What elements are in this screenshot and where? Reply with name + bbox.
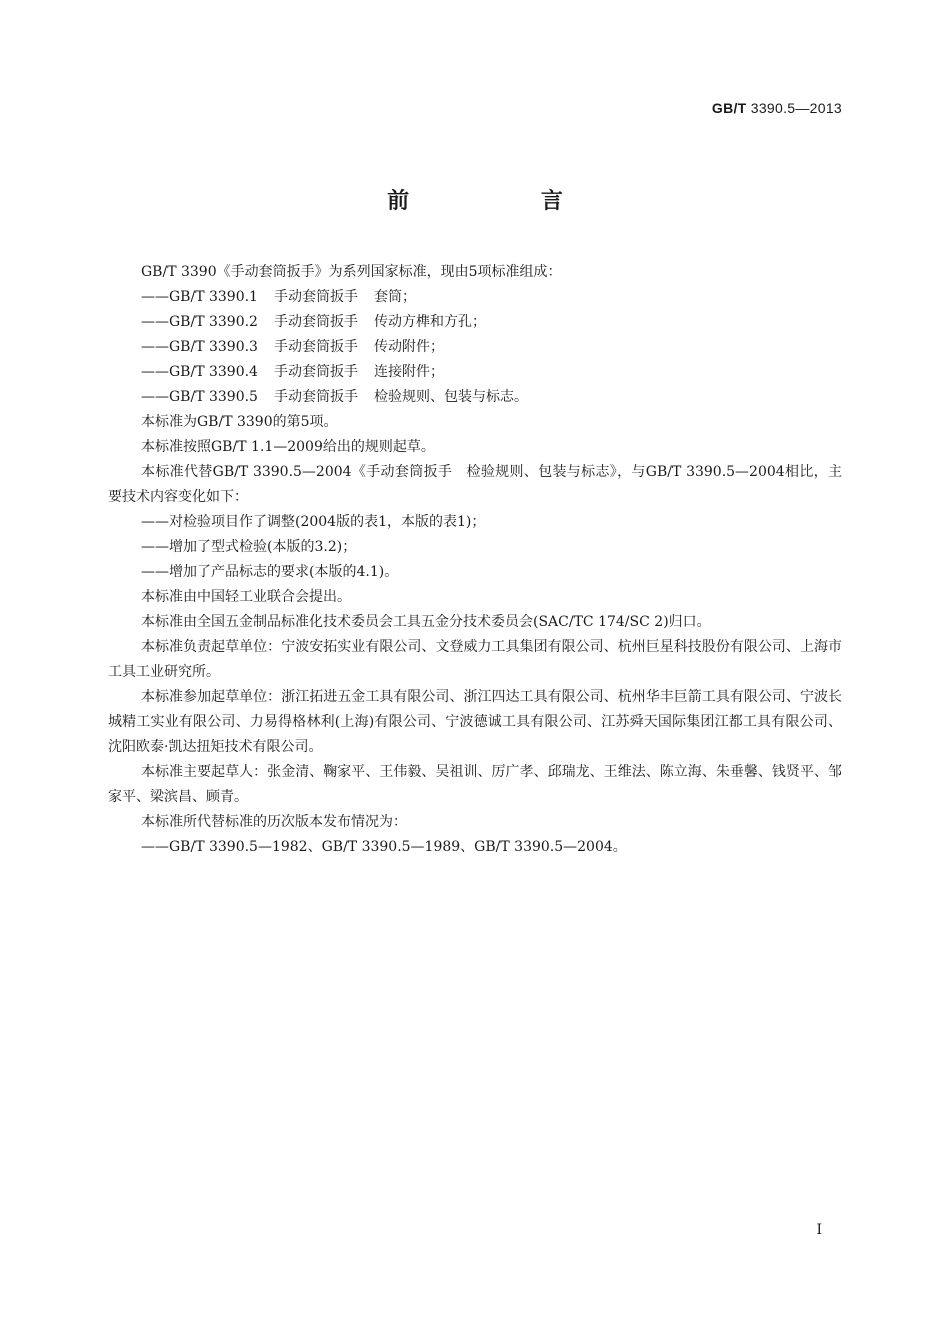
list-item-part1 bbox=[108, 285, 842, 310]
paragraph-participating-units: 本标准参加起草单位：浙江拓进五金工具有限公司、浙江四达工具有限公司、杭州华丰巨箭工具有限公司、宁波长城精工实业有限公司、力易得格林利(上海)有限公司、宁波德诚工具有限公司、江苏舜天国际集团江都工具有限公司、沈阳欧泰·凯达扭矩技术有限公司。 bbox=[108, 689, 842, 755]
list-item-part4 bbox=[108, 360, 842, 385]
standard-code-header bbox=[712, 100, 842, 116]
list-item-part3 bbox=[108, 335, 842, 360]
list-item-change2: ——增加了型式检验(本版的3.2)； bbox=[141, 539, 357, 555]
part-code: ——GB/T 3390.2 bbox=[141, 314, 258, 330]
paragraph-history-intro: 本标准所代替标准的历次版本发布情况为： bbox=[141, 814, 407, 830]
list-item-change3: ——增加了产品标志的要求(本版的4.1)。 bbox=[141, 564, 399, 580]
list-item-history: ——GB/T 3390.5—1982、GB/T 3390.5—1989、GB/T 3390.5—2004。 bbox=[141, 839, 627, 855]
foreword-body bbox=[108, 260, 842, 860]
part-subtitle: 套筒； bbox=[373, 289, 416, 305]
list-item-part5 bbox=[108, 385, 842, 410]
part-title: 手动套筒扳手 bbox=[273, 339, 358, 355]
part-subtitle: 检验规则、包装与标志。 bbox=[373, 389, 528, 405]
part-code: ——GB/T 3390.1 bbox=[141, 289, 258, 305]
part-title: 手动套筒扳手 bbox=[273, 314, 358, 330]
part-code: ——GB/T 3390.5 bbox=[141, 389, 258, 405]
paragraph-centralized: 本标准由全国五金制品标准化技术委员会工具五金分技术委员会(SAC/TC 174/SC 2)归口。 bbox=[141, 614, 711, 630]
part-subtitle: 传动附件； bbox=[373, 339, 444, 355]
paragraph-responsible-units: 本标准负责起草单位：宁波安拓实业有限公司、文登威力工具集团有限公司、杭州巨星科技股份有限公司、上海市工具工业研究所。 bbox=[108, 639, 842, 680]
paragraph-drafting-rules: 本标准按照GB/T 1.1—2009给出的规则起草。 bbox=[141, 439, 435, 455]
part-code: ——GB/T 3390.3 bbox=[141, 339, 258, 355]
page-number: I bbox=[816, 1222, 822, 1238]
standard-code-prefix: GB/T bbox=[711, 100, 747, 116]
paragraph-proposer: 本标准由中国轻工业联合会提出。 bbox=[141, 589, 351, 605]
part-title: 手动套筒扳手 bbox=[273, 364, 358, 380]
list-item-change1: ——对检验项目作了调整(2004版的表1，本版的表1)； bbox=[141, 514, 486, 530]
list-item-part2 bbox=[108, 310, 842, 335]
part-subtitle: 传动方榫和方孔； bbox=[373, 314, 486, 330]
paragraph-intro: GB/T 3390《手动套筒扳手》为系列国家标准，现由5项标准组成： bbox=[141, 264, 562, 280]
standard-code-number: 3390.5—2013 bbox=[750, 100, 842, 116]
paragraph-item-number: 本标准为GB/T 3390的第5项。 bbox=[141, 414, 338, 430]
paragraph-replacement: 本标准代替GB/T 3390.5—2004《手动套筒扳手 检验规则、包装与标志》，与GB/T 3390.5—2004相比，主要技术内容变化如下： bbox=[108, 464, 842, 505]
part-subtitle: 连接附件； bbox=[373, 364, 444, 380]
paragraph-main-drafters: 本标准主要起草人：张金清、鞠家平、王伟毅、吴祖训、厉广孝、邱瑞龙、王维法、陈立海、朱垂馨、钱贤平、邹家平、梁滨昌、顾青。 bbox=[108, 764, 842, 805]
part-title: 手动套筒扳手 bbox=[273, 289, 358, 305]
part-title: 手动套筒扳手 bbox=[273, 389, 358, 405]
part-code: ——GB/T 3390.4 bbox=[141, 364, 258, 380]
page-title: 前 言 bbox=[387, 189, 625, 214]
